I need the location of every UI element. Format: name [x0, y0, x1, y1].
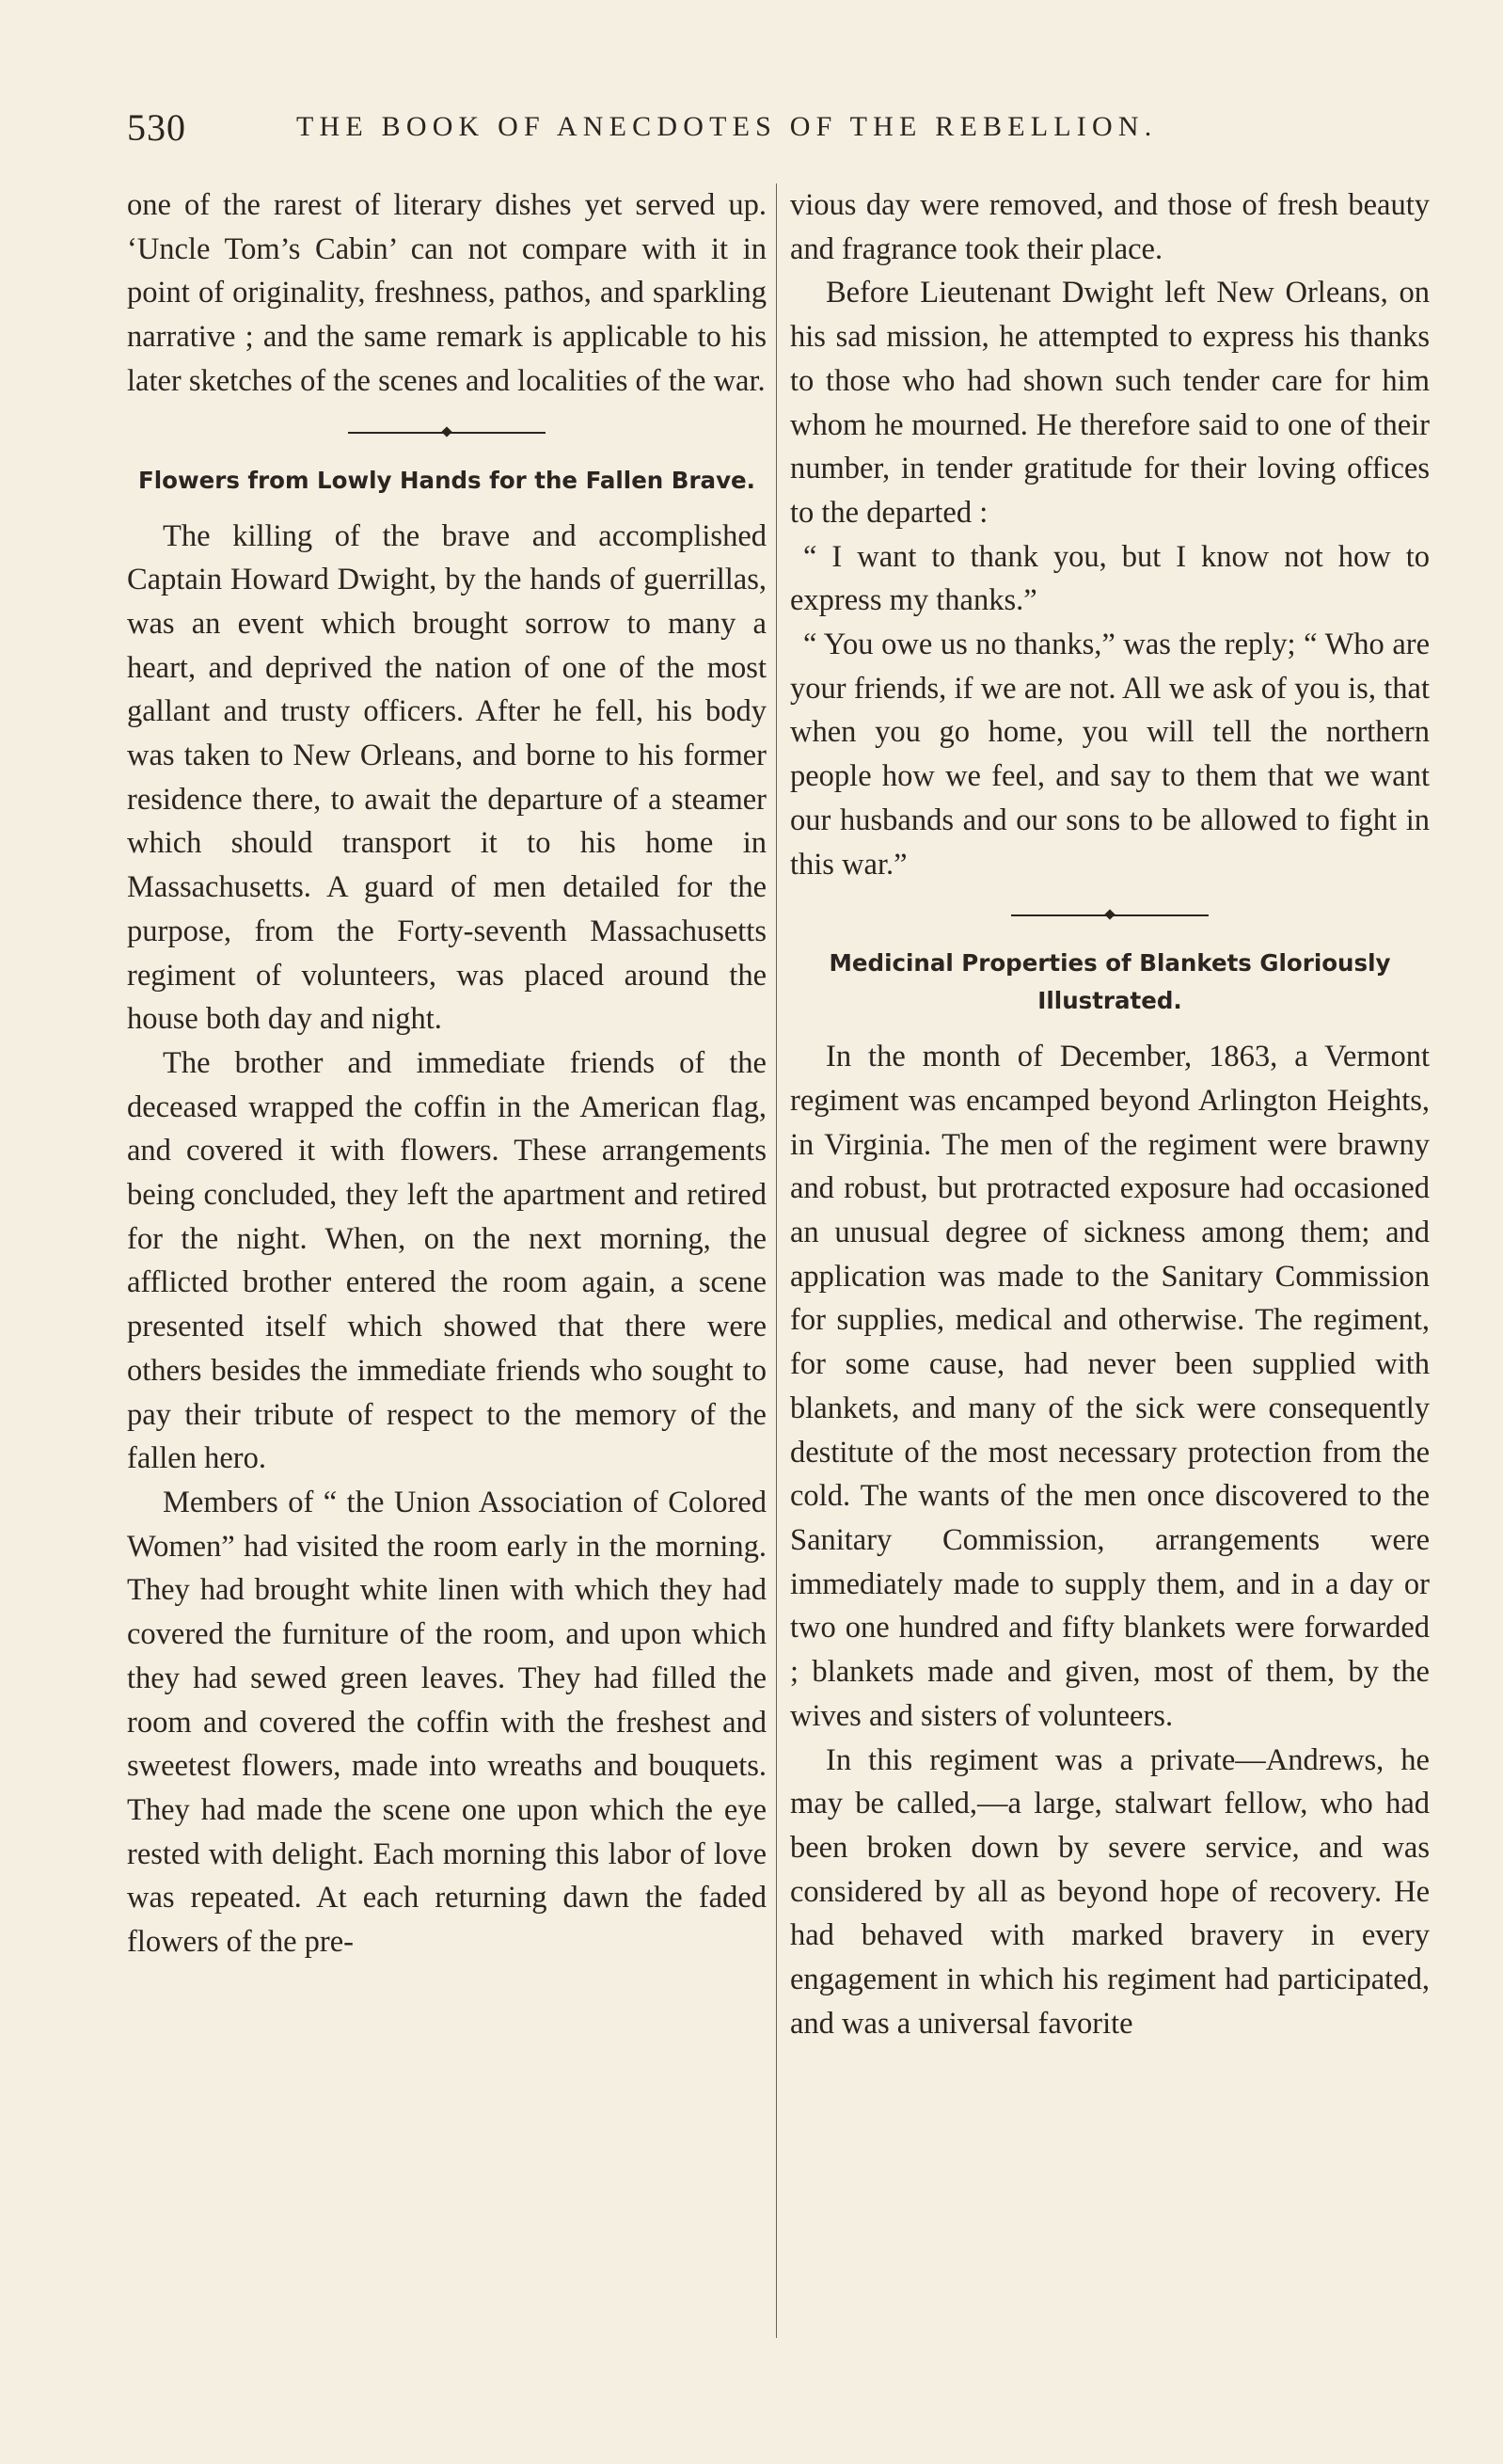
- continuation-paragraph: one of the rarest of literary dishes yet served up. ‘Uncle Tom’s Cabin’ can not compare with it in point of originality, freshness, pathos, and sparkling narrative ; and the same remark is applicable to his later sketches of the scenes and localities of the war.: [127, 188, 767, 398]
- section-separator: [790, 886, 1430, 945]
- page-header: [127, 105, 1425, 162]
- continuation-paragraph: vious day were removed, and those of fresh beauty and fragrance took their place.: [790, 188, 1430, 266]
- section-heading: Medicinal Properties of Blankets Gloriously Illustrated.: [829, 949, 1391, 1015]
- body-paragraph: In this regiment was a private—Andrews, he may be called,—a large, stalwart fellow, who had been broken down by severe service, and was considered by all as beyond hope of recovery. He had behaved with marked bravery in every engagement in which his regiment had participated, and was a universal favorite: [790, 1742, 1430, 2041]
- quote-paragraph: “ You owe us no thanks,” was the reply; “ Who are your friends, if we are not. All we ask of you is, that when you go home, you will tell the northern people how we feel, and say to them that we want our husbands and our sons to be allowed to fight in this war.”: [790, 628, 1430, 882]
- body-paragraph: The brother and immediate friends of the deceased wrapped the coffin in the American flag, and covered it with flowers. These arrangements being concluded, they left the apartment and retired for the night. When, on the next morning, the afflicted brother entered the room again, a scene presented itself which showed that there were others besides the immediate friends who sought to pay their tribute of respect to the memory of the fallen hero.: [127, 1045, 767, 1476]
- body-paragraph: In the month of December, 1863, a Vermont regiment was encamped beyond Arlington Heights, in Virginia. The men of the regiment were brawny and robust, but protracted exposure had occasioned an unusual degree of sickness among them; and application was made to the Sanitary Commission for supplies, medical and otherwise. The regiment, for some cause, had never been supplied with blankets, and many of the sick were consequently destitute of the most necessary protection from the cold. The wants of the men once discovered to the Sanitary Commission, arrangements were immediately made to supply them, and in a day or two one hundred and fifty blankets were forwarded ; blankets made and given, most of them, by the wives and sisters of volunteers.: [790, 1040, 1430, 1733]
- separator-diamond-icon: [1104, 910, 1115, 920]
- body-paragraph: The killing of the brave and accomplished Captain Howard Dwight, by the hands of guerrillas, was an event which brought sorrow to many a heart, and deprived the nation of one of the most gallant and trusty officers. After he fell, his body was taken to New Orleans, and borne to his former residence there, to await the departure of a steamer which should transport it to his home in Massachusetts. A guard of men detailed for the purpose, from the Forty-seventh Massachusetts regiment of volunteers, was placed around the house both day and night.: [127, 518, 767, 1037]
- separator-diamond-icon: [441, 426, 451, 437]
- left-column: [127, 183, 767, 2347]
- section-heading: Flowers from Lowly Hands for the Fallen Brave.: [138, 466, 755, 494]
- section-separator: [127, 404, 767, 462]
- right-column: [790, 183, 1430, 2347]
- column-divider: [776, 183, 777, 2338]
- quote-paragraph: “ I want to thank you, but I know not how to express my thanks.”: [790, 539, 1430, 618]
- page-number: 530: [127, 106, 186, 149]
- body-paragraph: Before Lieutenant Dwight left New Orleans, on his sad mission, he attempted to express his thanks to those who had shown such tender care for him whom he mourned. He therefore said to one of their number, in tender gratitude for their loving offices to the departed :: [790, 276, 1430, 530]
- running-title: THE BOOK OF ANECDOTES OF THE REBELLION.: [296, 111, 1158, 142]
- body-paragraph: Members of “ the Union Association of Colored Women” had visited the room early in the morning. They had brought white linen with which they had covered the furniture of the room, and upon which they had sewed green leaves. They had filled the room and covered the coffin with the freshest and sweetest flowers, made into wreaths and bouquets. They had made the scene one upon which the eye rested with delight. Each morning this labor of love was repeated. At each returning dawn the faded flowers of the pre-: [127, 1485, 767, 1960]
